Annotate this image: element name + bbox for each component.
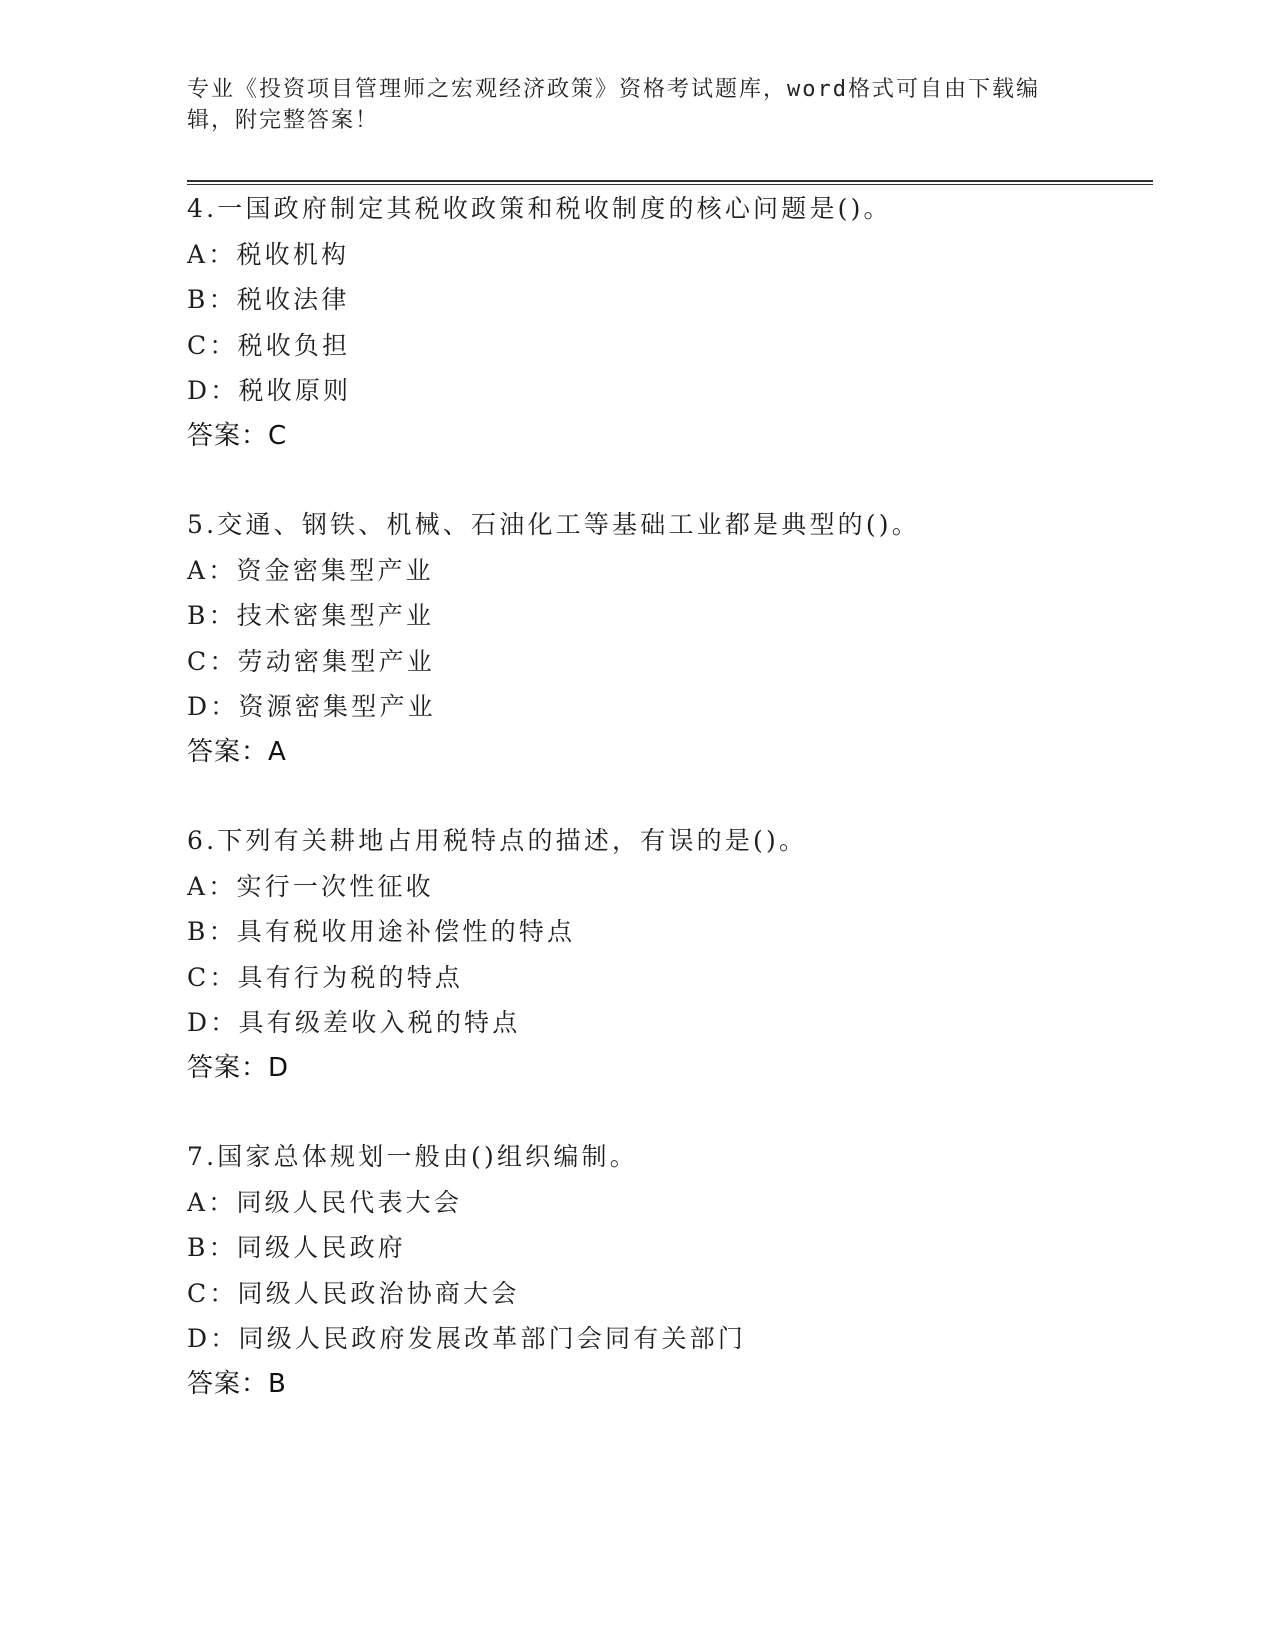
option-a: A：资金密集型产业: [187, 555, 434, 585]
header-divider-thin: [187, 184, 1153, 185]
option-c: C：同级人民政治协商大会: [187, 1278, 520, 1308]
option-d: D：具有级差收入税的特点: [187, 1008, 521, 1037]
answer: 答案：C: [187, 420, 288, 451]
header-line-1: 专业《投资项目管理师之宏观经济政策》资格考试题库，word格式可自由下载编: [187, 77, 1040, 102]
question-block: [187, 1134, 1187, 1407]
question-block: [187, 818, 1187, 1091]
option-d: D：税收原则: [187, 376, 352, 405]
answer: 答案：B: [187, 1368, 287, 1399]
option-a: A：同级人民代表大会: [187, 1187, 463, 1217]
header-line-2: 辑，附完整答案！: [187, 108, 380, 133]
option-d: D：同级人民政府发展改革部门会同有关部门: [187, 1324, 747, 1353]
option-b: B：税收法律: [187, 285, 350, 314]
answer: 答案：A: [187, 736, 287, 767]
option-a: A：税收机构: [187, 239, 350, 269]
option-c: C：具有行为税的特点: [187, 962, 464, 992]
question-block: [187, 502, 1187, 775]
question-stem: 6.下列有关耕地占用税特点的描述，有误的是()。: [187, 826, 808, 855]
question-stem: 4.一国政府制定其税收政策和税收制度的核心问题是()。: [187, 194, 892, 223]
question-stem: 7.国家总体规划一般由()组织编制。: [187, 1142, 638, 1171]
option-a: A：实行一次性征收: [187, 871, 434, 901]
option-b: B：技术密集型产业: [187, 601, 435, 630]
option-c: C：劳动密集型产业: [187, 646, 435, 676]
answer: 答案：D: [187, 1052, 290, 1083]
option-b: B：具有税收用途补偿性的特点: [187, 917, 576, 946]
header-divider-thick: [187, 180, 1153, 182]
document-header: [187, 74, 1067, 136]
option-d: D：资源密集型产业: [187, 692, 436, 721]
question-stem: 5.交通、钢铁、机械、石油化工等基础工业都是典型的()。: [187, 510, 920, 539]
option-c: C：税收负担: [187, 330, 351, 360]
option-b: B：同级人民政府: [187, 1233, 406, 1262]
question-block: [187, 186, 1187, 459]
